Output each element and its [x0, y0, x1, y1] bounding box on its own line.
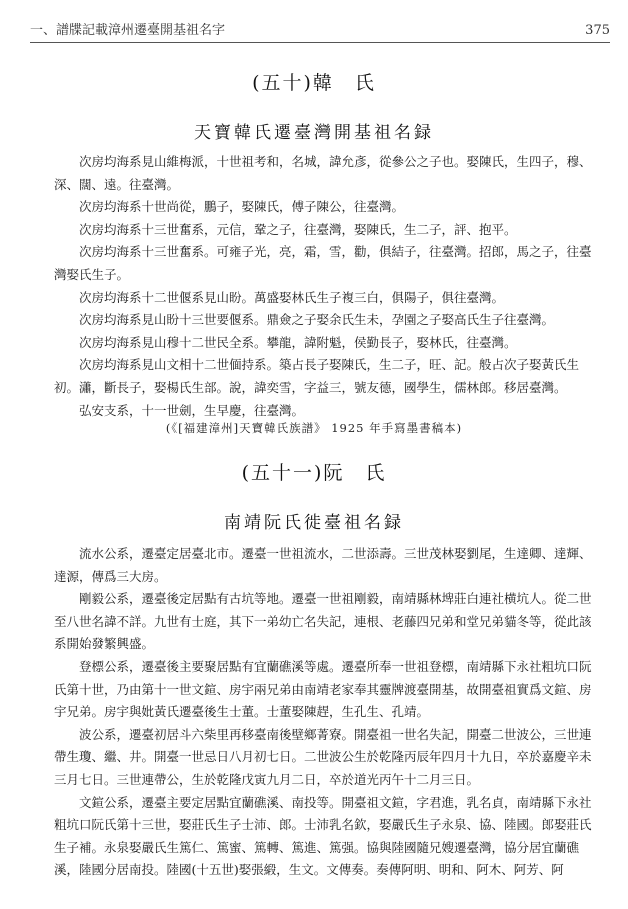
- han-source-citation: (《[福建漳州]天寶韓氏族譜》 1925 年手寫墨書稿本): [165, 421, 463, 435]
- paragraph: 波公系，遷臺初居斗六柴里再移臺南後壁鄉菁寮。開臺祖一世名失記，開臺二世波公，三世連帶生瓊、繼、井。開臺一世忌日八月初七日。二世波公生於乾隆丙辰年四月十九日，卒於嘉慶辛未三月七日。三世連帶公，生於乾隆戊寅九月二日，卒於道光丙午十二月三日。: [54, 726, 592, 787]
- paragraph: 次房均海系見山維梅派，十世祖考和，名城，諱允彥，從參公之子也。娶陳氏，生四子，穆、深、闊、遠。往臺灣。: [54, 154, 592, 192]
- ruan-clan-title: (五十一)阮 氏: [241, 462, 387, 484]
- paragraph: 弘安支系，十一世劍，生早慶，往臺灣。: [79, 402, 305, 418]
- paragraph: 次房均海系十二世偃系見山盼。萬盛娶林氏生子複三白，俱陽子，俱往臺灣。: [79, 289, 505, 305]
- paragraph: 次房均海系十三世奮系。可雍子光，亮，霜，雪，勸，俱結子，往臺灣。招郎，馬之子，往臺灣娶氏生子。: [54, 244, 592, 282]
- paragraph: 剛毅公系，遷臺後定居點有古坑等地。遷臺一世祖剛毅，南靖縣林埤莊白連社横坑人。從二世至八世名諱不詳。九世有士庭，其下一弟幼亡名失記，連根、老藤四兄弟和堂兄弟貓冬等，從此該系開始發繁興盛。: [54, 591, 592, 652]
- running-header: [30, 18, 610, 38]
- paragraph: 次房均海系見山文相十二世偭持系。築占長子娶陳氏，生二子，旺、記。般占次子娶黃氏生初。瀟，斷長子，娶楊氏生部。說，諱奕雪，字益三，號友德，國學生，儒林郎。移居臺灣。: [54, 357, 580, 395]
- paragraph: 次房均海系十世尚從，鵬子，娶陳氏，傅子陳公，往臺灣。: [79, 199, 405, 215]
- han-record-body: [54, 151, 602, 422]
- header-rule: [30, 42, 610, 43]
- ruan-record-title: 南靖阮氏徙臺祖名録: [224, 513, 404, 533]
- paragraph: 次房均海系見山穆十二世民全系。攀龍，諱附魁，侯勤長子，娶林氏，往臺灣。: [79, 334, 517, 350]
- page-number: 375: [585, 23, 610, 38]
- han-clan-title: (五十)韓 氏: [252, 72, 376, 94]
- paragraph: 次房均海系十三世奮系，元信，鞏之子，往臺灣，娶陳氏，生二子，評、抱平。: [79, 221, 517, 237]
- paragraph: 流水公系，遷臺定居臺北市。遷臺一世祖流水，二世添壽。三世茂林娶劉尾，生達卿、達輝、達源，傳爲三大房。: [54, 546, 592, 584]
- han-record-title: 天寶韓氏遷臺灣開基祖名録: [194, 123, 434, 143]
- paragraph: 次房均海系見山盼十三世要偃系。鼎僉之子娶余氏生未，孕園之子娶高氏生子往臺灣。: [79, 312, 555, 328]
- ruan-record-body: [54, 543, 602, 882]
- paragraph: 文鍹公系，遷臺主要定居點宜蘭礁溪、南投等。開臺祖文鍹，字君進，乳名貞，南靖縣下永社粗坑口阮氏第十三世，娶莊氏生子士沛、郎。士沛乳名欽，娶嚴氏生子永泉、協、陸國。郎娶莊氏生子補。永泉娶嚴氏生篤仁、篤蜜、篤轉、篤進、篤强。協與陸國隨兄嫂遷臺灣，協分居宜蘭礁溪，陸國分居南投。陸國(十五世)娶張緞，生文。文傳奏。奏傳阿明、明和、阿木、阿芳、阿: [54, 794, 592, 878]
- header-section-title: 一、譜牒記載漳州遷臺開基祖名字: [30, 23, 226, 38]
- paragraph: 登標公系，遷臺後主要聚居點有宜蘭礁溪等處。遷臺所奉一世祖登標，南靖縣下永社粗坑口阮氏第十世，乃由第十一世文鍹、房宇兩兄弟由南靖老家奉其靈牌渡臺開基，故開臺祖實爲文鍹、房宇兄弟。房宇與妣黃氏遷臺後生士董。士董娶陳趕，生孔生、孔靖。: [54, 658, 592, 720]
